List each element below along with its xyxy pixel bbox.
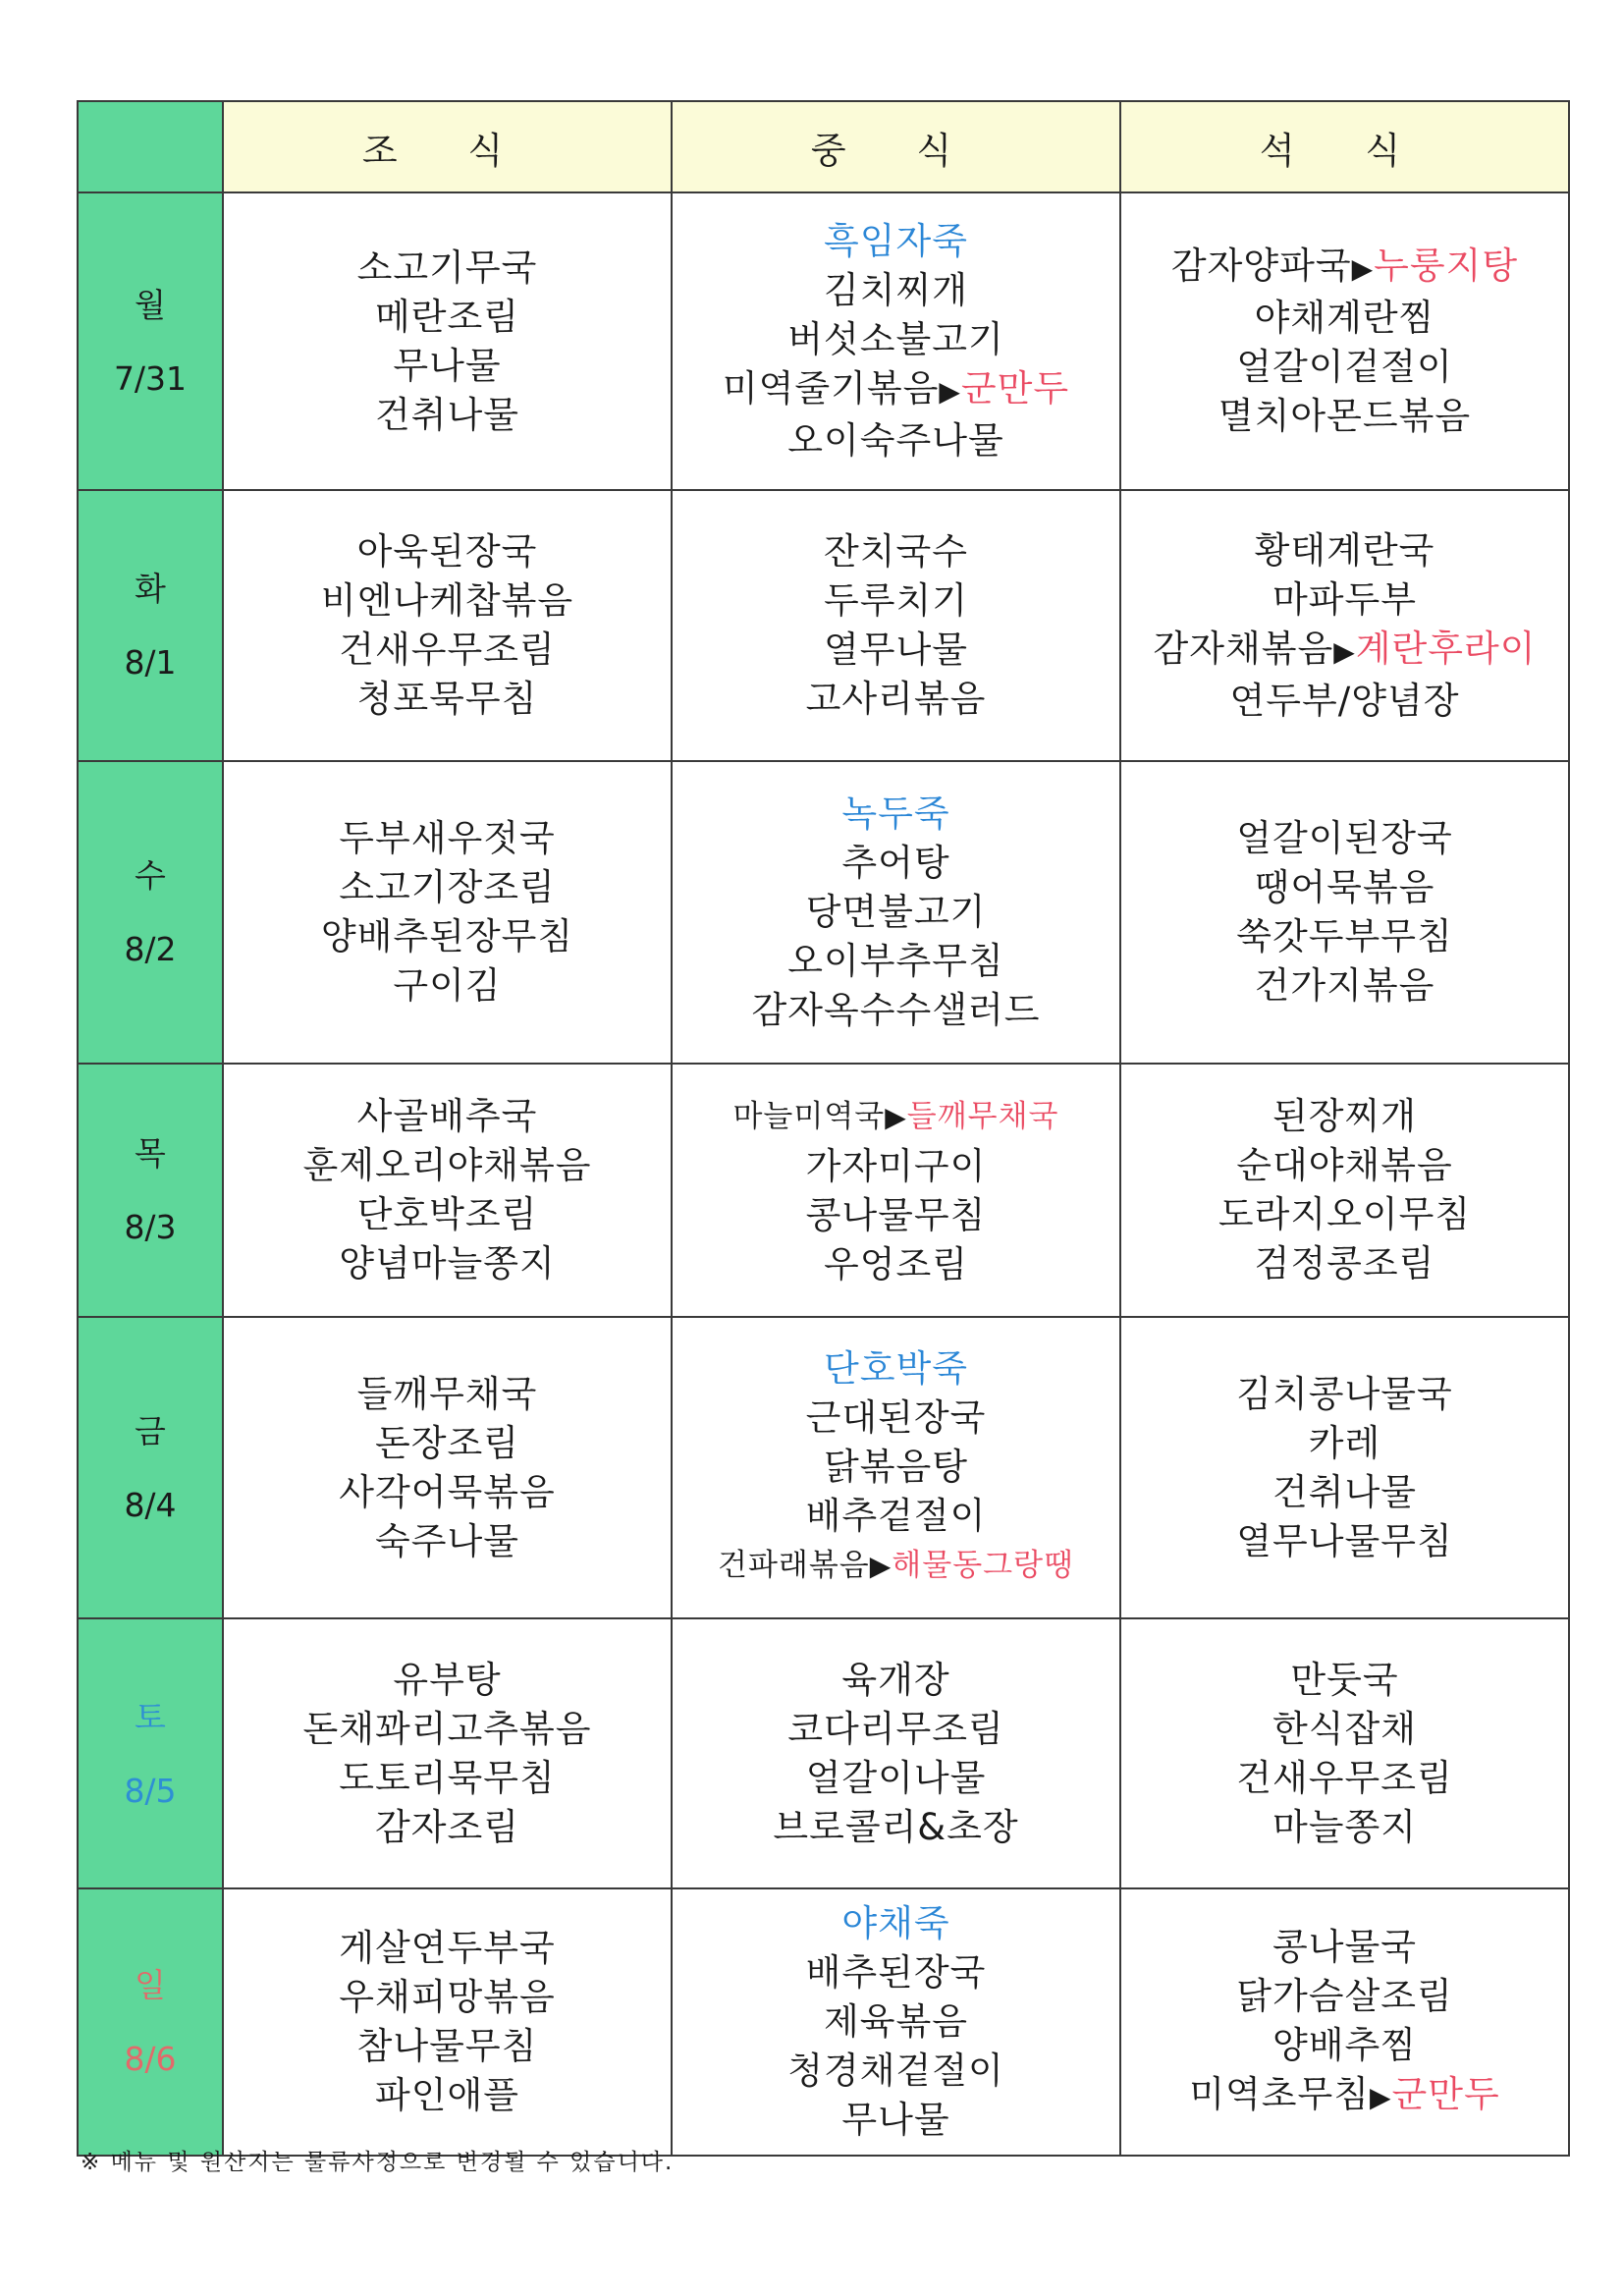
lunch-cell [672, 1618, 1120, 1888]
dish-name: 미역줄기볶음 [722, 367, 940, 410]
menu-item [1121, 294, 1568, 343]
dish-name: 참나물무침 [356, 2025, 538, 2067]
dish-name: 만둣국 [1290, 1658, 1399, 1701]
menu-item [673, 2047, 1119, 2096]
menu-item [1121, 1803, 1568, 1852]
menu-item [673, 266, 1119, 315]
header-lunch: 중 식 [672, 101, 1120, 192]
menu-item [673, 986, 1119, 1035]
menu-item [673, 888, 1119, 937]
dish-name: 마늘미역국 [732, 1098, 886, 1134]
header-breakfast: 조 식 [223, 101, 672, 192]
day-date: 8/6 [124, 2040, 177, 2078]
alternative-dish: 들깨무채국 [906, 1098, 1059, 1134]
arrow-right-icon: ▶ [885, 1100, 907, 1133]
menu-item [673, 1656, 1119, 1705]
dish-name: 감자채볶음 [1153, 627, 1334, 670]
menu-item [673, 1899, 1119, 1948]
dish-name: 한식잡채 [1272, 1707, 1417, 1750]
dish-name: 감자옥수수샐러드 [751, 989, 1041, 1031]
dish-name: 닭볶음탕 [824, 1446, 968, 1488]
menu-item [673, 1394, 1119, 1443]
dish-name: 연두부/양념장 [1229, 679, 1460, 722]
menu-item [673, 1803, 1119, 1852]
dish-name: 콩나물국 [1272, 1925, 1417, 1968]
menu-item [224, 1468, 671, 1517]
dish-name: 열무나물 [824, 629, 968, 671]
dish-name: 숙주나물 [375, 1519, 519, 1562]
dish-name: 건취나물 [375, 393, 519, 436]
dish-name: 얼갈이된장국 [1236, 817, 1453, 859]
dish-name: 추어탕 [841, 842, 950, 884]
menu-item [1121, 242, 1568, 294]
menu-item [673, 1142, 1119, 1191]
dish-name: 닭가슴살조림 [1236, 1974, 1453, 2017]
dish-name: 고사리볶음 [805, 678, 987, 720]
dish-name: 양배추된장무침 [320, 915, 574, 957]
menu-item [224, 1705, 671, 1754]
lunch-cell [672, 1888, 1120, 2156]
menu-item [224, 293, 671, 342]
menu-item [673, 416, 1119, 465]
menu-item [224, 1419, 671, 1468]
day-date: 8/1 [124, 643, 177, 682]
dish-name: 단호박조림 [356, 1193, 538, 1235]
day-row [78, 490, 1569, 761]
menu-item [224, 342, 671, 391]
menu-item [1121, 1370, 1568, 1419]
menu-item [673, 1754, 1119, 1803]
menu-item [673, 839, 1119, 888]
day-date: 8/4 [124, 1485, 177, 1524]
day-date: 8/2 [124, 930, 177, 968]
dish-name: 돈채꽈리고추볶음 [302, 1707, 592, 1750]
day-row [78, 1888, 1569, 2156]
menu-item [1121, 625, 1568, 677]
dish-name: 열무나물무침 [1236, 1519, 1453, 1562]
dish-name: 배추겉절이 [805, 1495, 987, 1537]
dish-name: 건파래볶음 [718, 1548, 870, 1583]
lunch-cell [672, 761, 1120, 1064]
arrow-right-icon: ▶ [869, 1550, 893, 1582]
menu-item [1121, 1092, 1568, 1141]
day-row [78, 761, 1569, 1064]
day-cell [78, 192, 223, 490]
dish-name: 건새우무조림 [1236, 1756, 1453, 1799]
menu-item [224, 626, 671, 675]
dish-name: 파인애플 [375, 2074, 519, 2116]
dish-name: 당면불고기 [805, 891, 987, 933]
menu-item [224, 1370, 671, 1419]
dish-name: 얼갈이나물 [805, 1756, 987, 1799]
day-row [78, 1618, 1569, 1888]
dish-name: 두부새우젓국 [339, 817, 556, 859]
dish-name: 감자양파국 [1170, 245, 1352, 287]
dinner-cell [1120, 490, 1569, 761]
menu-item [224, 391, 671, 440]
menu-item [673, 1541, 1119, 1591]
day-name: 토 [135, 1697, 166, 1736]
menu-item [1121, 1972, 1568, 2021]
menu-item [673, 1948, 1119, 1997]
dish-name: 오이숙주나물 [787, 419, 1004, 462]
menu-item [224, 814, 671, 863]
dish-name: 게살연두부국 [339, 1927, 556, 1969]
day-name: 일 [135, 1966, 166, 2004]
menu-item [224, 1517, 671, 1566]
menu-item [224, 527, 671, 576]
dish-name: 무나물 [393, 344, 502, 387]
menu-item [673, 937, 1119, 986]
dish-name: 양배추찜 [1272, 2023, 1417, 2066]
menu-item [224, 1754, 671, 1803]
menu-item [1121, 526, 1568, 575]
dinner-cell [1120, 1888, 1569, 2156]
menu-item [1121, 677, 1568, 726]
dish-name: 훈제오리야채볶음 [302, 1144, 592, 1186]
menu-item [673, 1705, 1119, 1754]
menu-item [673, 1191, 1119, 1240]
day-cell [78, 1317, 223, 1618]
menu-item [224, 675, 671, 724]
dish-name: 마늘쫑지 [1272, 1805, 1417, 1848]
alternative-dish: 계란후라이 [1355, 627, 1537, 670]
dish-name: 콩나물무침 [805, 1193, 987, 1236]
day-name: 목 [135, 1134, 166, 1173]
breakfast-cell [223, 1618, 672, 1888]
menu-item [1121, 1923, 1568, 1972]
porridge-item: 흑임자죽 [824, 220, 968, 262]
menu-item [1121, 1517, 1568, 1566]
menu-item [1121, 1190, 1568, 1239]
day-cell [78, 1064, 223, 1317]
breakfast-cell [223, 192, 672, 490]
menu-item [673, 2096, 1119, 2145]
dish-name: 비엔나케찹볶음 [320, 579, 574, 622]
dinner-cell [1120, 192, 1569, 490]
day-date: 8/3 [124, 1208, 177, 1246]
dish-name: 우채피망볶음 [339, 1976, 556, 2018]
arrow-right-icon: ▶ [1369, 2080, 1392, 2113]
dish-name: 가자미구이 [805, 1144, 987, 1187]
dish-name: 오이부추무침 [787, 940, 1004, 982]
dish-name: 무나물 [841, 2099, 950, 2141]
menu-item [1121, 1239, 1568, 1288]
dish-name: 감자조림 [375, 1805, 519, 1848]
dish-name: 버섯소불고기 [787, 318, 1004, 360]
dish-name: 김치콩나물국 [1236, 1372, 1453, 1415]
menu-item [1121, 392, 1568, 441]
menu-item [224, 1141, 671, 1190]
dish-name: 아욱된장국 [356, 530, 538, 573]
footnote: ※ 메뉴 및 원산지는 물류사정으로 변경될 수 있습니다. [81, 2150, 675, 2175]
dish-name: 구이김 [393, 964, 502, 1007]
menu-item [673, 1443, 1119, 1492]
day-date: 8/5 [124, 1771, 177, 1810]
menu-item [673, 1092, 1119, 1142]
dish-name: 양념마늘쫑지 [339, 1242, 556, 1285]
dish-name: 건취나물 [1272, 1470, 1417, 1513]
day-row [78, 192, 1569, 490]
dinner-cell [1120, 1618, 1569, 1888]
dish-name: 황태계란국 [1254, 528, 1435, 572]
alternative-dish: 해물동그랑땡 [892, 1548, 1074, 1583]
menu-item [673, 675, 1119, 724]
lunch-cell [672, 1317, 1120, 1618]
weekly-menu-table [77, 100, 1570, 2157]
menu-item [224, 961, 671, 1011]
menu-item [673, 364, 1119, 416]
menu-item [673, 626, 1119, 675]
dish-name: 쑥갓두부무침 [1236, 915, 1453, 957]
menu-item [224, 1803, 671, 1852]
dinner-cell [1120, 761, 1569, 1064]
dish-name: 검정콩조림 [1254, 1242, 1435, 1285]
dish-name: 도라지오이무침 [1217, 1193, 1472, 1235]
day-row [78, 1064, 1569, 1317]
day-name: 월 [135, 285, 166, 324]
dish-name: 메란조림 [375, 295, 519, 338]
dinner-cell [1120, 1064, 1569, 1317]
dish-name: 근대된장국 [805, 1396, 987, 1439]
dish-name: 마파두부 [1272, 577, 1417, 621]
day-cell [78, 761, 223, 1064]
menu-item [1121, 961, 1568, 1011]
dish-name: 건새우무조림 [339, 629, 556, 671]
day-name: 화 [135, 570, 166, 608]
menu-item [673, 315, 1119, 364]
dish-name: 땡어묵볶음 [1254, 866, 1435, 908]
menu-item [673, 790, 1119, 839]
menu-item [1121, 863, 1568, 912]
menu-item [224, 2071, 671, 2120]
dish-name: 두루치기 [824, 579, 968, 622]
day-cell [78, 1618, 223, 1888]
dish-name: 잔치국수 [824, 530, 968, 573]
dish-name: 제육볶음 [824, 2000, 968, 2043]
day-row [78, 1317, 1569, 1618]
menu-item [224, 1973, 671, 2022]
dish-name: 청포묵무침 [356, 678, 538, 720]
arrow-right-icon: ▶ [939, 375, 961, 408]
porridge-item: 녹두죽 [841, 793, 950, 835]
dish-name: 사골배추국 [356, 1095, 538, 1137]
alternative-dish: 군만두 [1391, 2072, 1500, 2115]
menu-item [673, 1492, 1119, 1541]
dish-name: 청경채겉절이 [787, 2050, 1004, 2092]
alternative-dish: 군만두 [960, 367, 1070, 410]
dish-name: 멸치아몬드볶음 [1217, 395, 1472, 437]
menu-item [673, 527, 1119, 576]
dish-name: 육개장 [841, 1658, 950, 1701]
alternative-dish: 누룽지탕 [1374, 245, 1519, 287]
dish-name: 카레 [1308, 1421, 1381, 1464]
breakfast-cell [223, 490, 672, 761]
dish-name: 된장찌개 [1272, 1095, 1417, 1137]
menu-item [673, 1240, 1119, 1289]
dish-name: 유부탕 [393, 1658, 502, 1701]
menu-item [1121, 575, 1568, 625]
dish-name: 야채계란찜 [1254, 297, 1435, 339]
breakfast-cell [223, 761, 672, 1064]
dish-name: 도토리묵무침 [339, 1756, 556, 1799]
header-corner [78, 101, 223, 192]
dish-name: 코다리무조림 [787, 1707, 1004, 1750]
menu-item [1121, 1705, 1568, 1754]
menu-item [673, 217, 1119, 266]
menu-item [1121, 1656, 1568, 1705]
menu-item [224, 1239, 671, 1288]
header-dinner: 석 식 [1120, 101, 1569, 192]
menu-item [1121, 1141, 1568, 1190]
lunch-cell [672, 1064, 1120, 1317]
menu-item [673, 1997, 1119, 2047]
menu-item [1121, 1468, 1568, 1517]
menu-item [1121, 1419, 1568, 1468]
dish-name: 순대야채볶음 [1236, 1144, 1453, 1186]
day-name: 금 [135, 1411, 166, 1450]
day-cell [78, 490, 223, 761]
porridge-item: 단호박죽 [824, 1347, 968, 1390]
menu-item [224, 576, 671, 626]
dinner-cell [1120, 1317, 1569, 1618]
breakfast-cell [223, 1888, 672, 2156]
lunch-cell [672, 490, 1120, 761]
menu-item [1121, 343, 1568, 392]
day-cell [78, 1888, 223, 2156]
day-date: 7/31 [113, 358, 188, 398]
breakfast-cell [223, 1064, 672, 1317]
menu-item [224, 1092, 671, 1141]
porridge-item: 야채죽 [841, 1902, 950, 1944]
dish-name: 소고기무국 [356, 246, 538, 289]
menu-item [224, 1656, 671, 1705]
menu-item [1121, 1754, 1568, 1803]
dish-name: 배추된장국 [805, 1951, 987, 1994]
menu-item [1121, 814, 1568, 863]
dish-name: 건가지볶음 [1254, 964, 1435, 1007]
menu-item [1121, 2021, 1568, 2070]
menu-item [1121, 2070, 1568, 2122]
menu-item [224, 912, 671, 961]
menu-item [224, 2022, 671, 2071]
breakfast-cell [223, 1317, 672, 1618]
menu-item [1121, 912, 1568, 961]
dish-name: 얼갈이겉절이 [1236, 346, 1453, 388]
dish-name: 김치찌개 [824, 269, 968, 311]
dish-name: 브로콜리&초장 [773, 1805, 1019, 1848]
menu-item [673, 576, 1119, 626]
day-name: 수 [135, 856, 166, 895]
dish-name: 소고기장조림 [339, 866, 556, 908]
dish-name: 우엉조림 [824, 1242, 968, 1285]
header-row [78, 101, 1569, 192]
dish-name: 미역초무침 [1189, 2072, 1370, 2115]
menu-item [224, 244, 671, 293]
arrow-right-icon: ▶ [1333, 634, 1356, 668]
menu-item [224, 1924, 671, 1973]
dish-name: 사각어묵볶음 [339, 1470, 556, 1513]
dish-name: 돈장조림 [375, 1421, 519, 1464]
dish-name: 들깨무채국 [356, 1372, 538, 1415]
menu-item [224, 1190, 671, 1239]
menu-item [224, 863, 671, 912]
lunch-cell [672, 192, 1120, 490]
menu-item [673, 1344, 1119, 1394]
arrow-right-icon: ▶ [1351, 252, 1375, 285]
